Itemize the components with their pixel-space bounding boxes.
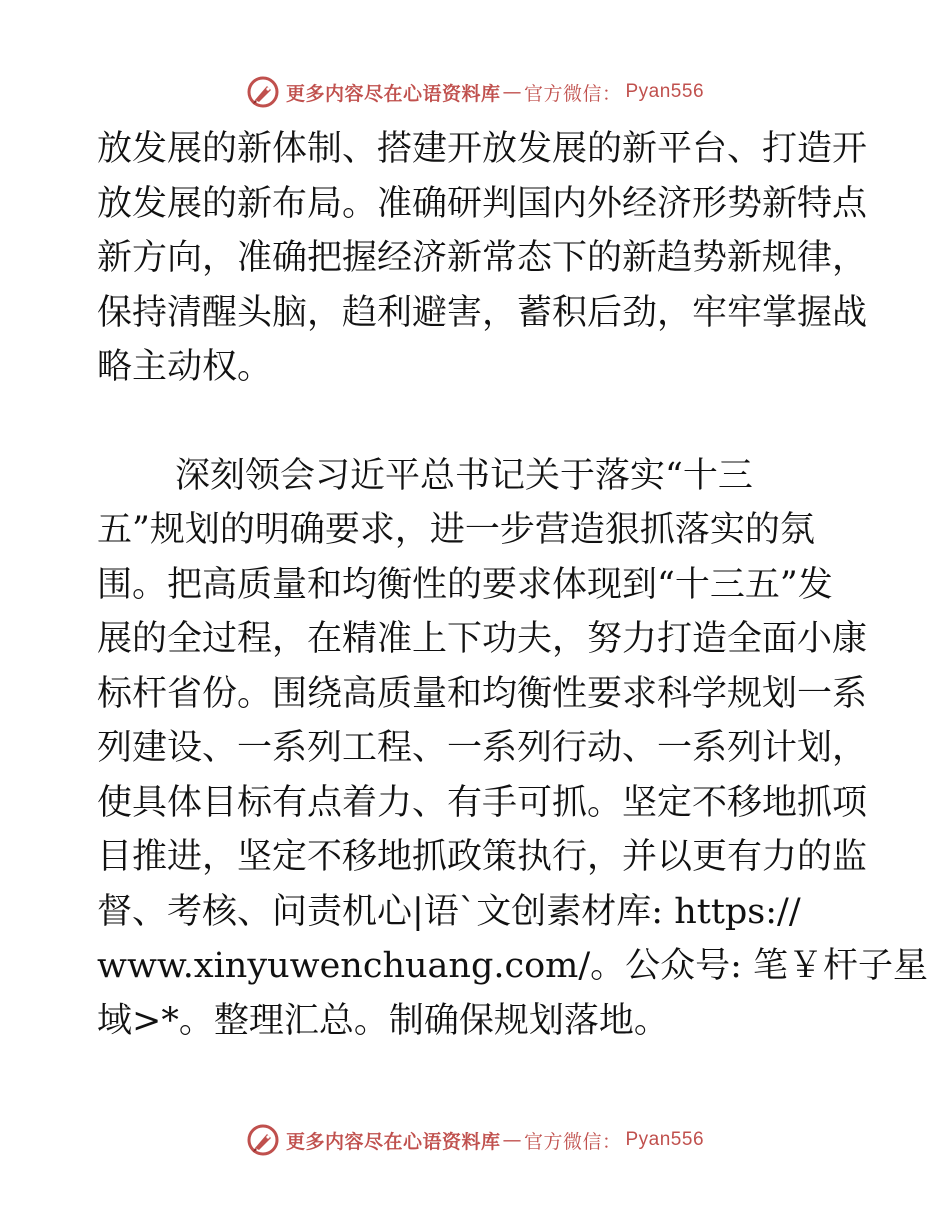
paragraph-1 [97, 122, 868, 395]
paragraph-line: 放发展的新体制、搭建开放发展的新平台、打造开 [97, 129, 868, 169]
paragraph-line: www.xinyuwenchuang.com/。公众号: 笔￥杆子星 [97, 946, 929, 986]
paragraph-2 [97, 449, 929, 1049]
paragraph-line: 略主动权。 [97, 347, 273, 387]
footer-brand: 更多内容尽在心语资料库 [285, 1130, 501, 1153]
header-brand: 更多内容尽在心语资料库 [285, 82, 501, 105]
paragraph-line: 新方向，准确把握经济新常态下的新趋势新规律， [97, 238, 868, 278]
header-banner-text [286, 79, 704, 106]
paragraph-line: 围。把高质量和均衡性的要求体现到“十三五”发 [97, 564, 833, 605]
footer-label: 官方微信： [523, 1130, 622, 1153]
footer-banner-text [286, 1127, 704, 1154]
header-banner [0, 72, 950, 112]
pen-nib-logo-icon [246, 1123, 280, 1157]
paragraph-line: 保持清醒头脑，趋利避害，蓄积后劲，牢牢掌握战 [97, 292, 868, 333]
paragraph-line: 展的全过程，在精准上下功夫，努力打造全面小康 [97, 619, 868, 659]
pen-nib-logo-icon [246, 75, 280, 109]
document-body [97, 122, 929, 1048]
footer-wechat-id: Pyan556 [625, 1129, 705, 1150]
paragraph-line: 深刻领会习近平总书记关于落实“十三 [175, 455, 753, 496]
footer-separator: — [502, 1129, 522, 1151]
paragraph-line: 五”规划的明确要求，进一步营造狠抓落实的氛 [97, 510, 815, 550]
paragraph-line: 督、考核、问责机心|语`文创素材库: https:// [97, 891, 801, 932]
header-label: 官方微信： [523, 82, 622, 105]
paragraph-line: 标杆省份。围绕高质量和均衡性要求科学规划一系 [97, 673, 868, 714]
paragraph-line: 使具体目标有点着力、有手可抓。坚定不移地抓项 [97, 782, 868, 823]
paragraph-line: 目推进，坚定不移地抓政策执行，并以更有力的监 [97, 837, 868, 877]
paragraph-line: 放发展的新布局。准确研判国内外经济形势新特点 [97, 183, 868, 224]
paragraph-line: 列建设、一系列工程、一系列行动、一系列计划， [97, 728, 868, 768]
header-wechat-id: Pyan556 [625, 81, 705, 102]
header-separator: — [502, 81, 522, 103]
paragraph-line: 域>*。整理汇总。制确保规划落地。 [97, 1000, 669, 1041]
footer-banner [0, 1120, 950, 1160]
